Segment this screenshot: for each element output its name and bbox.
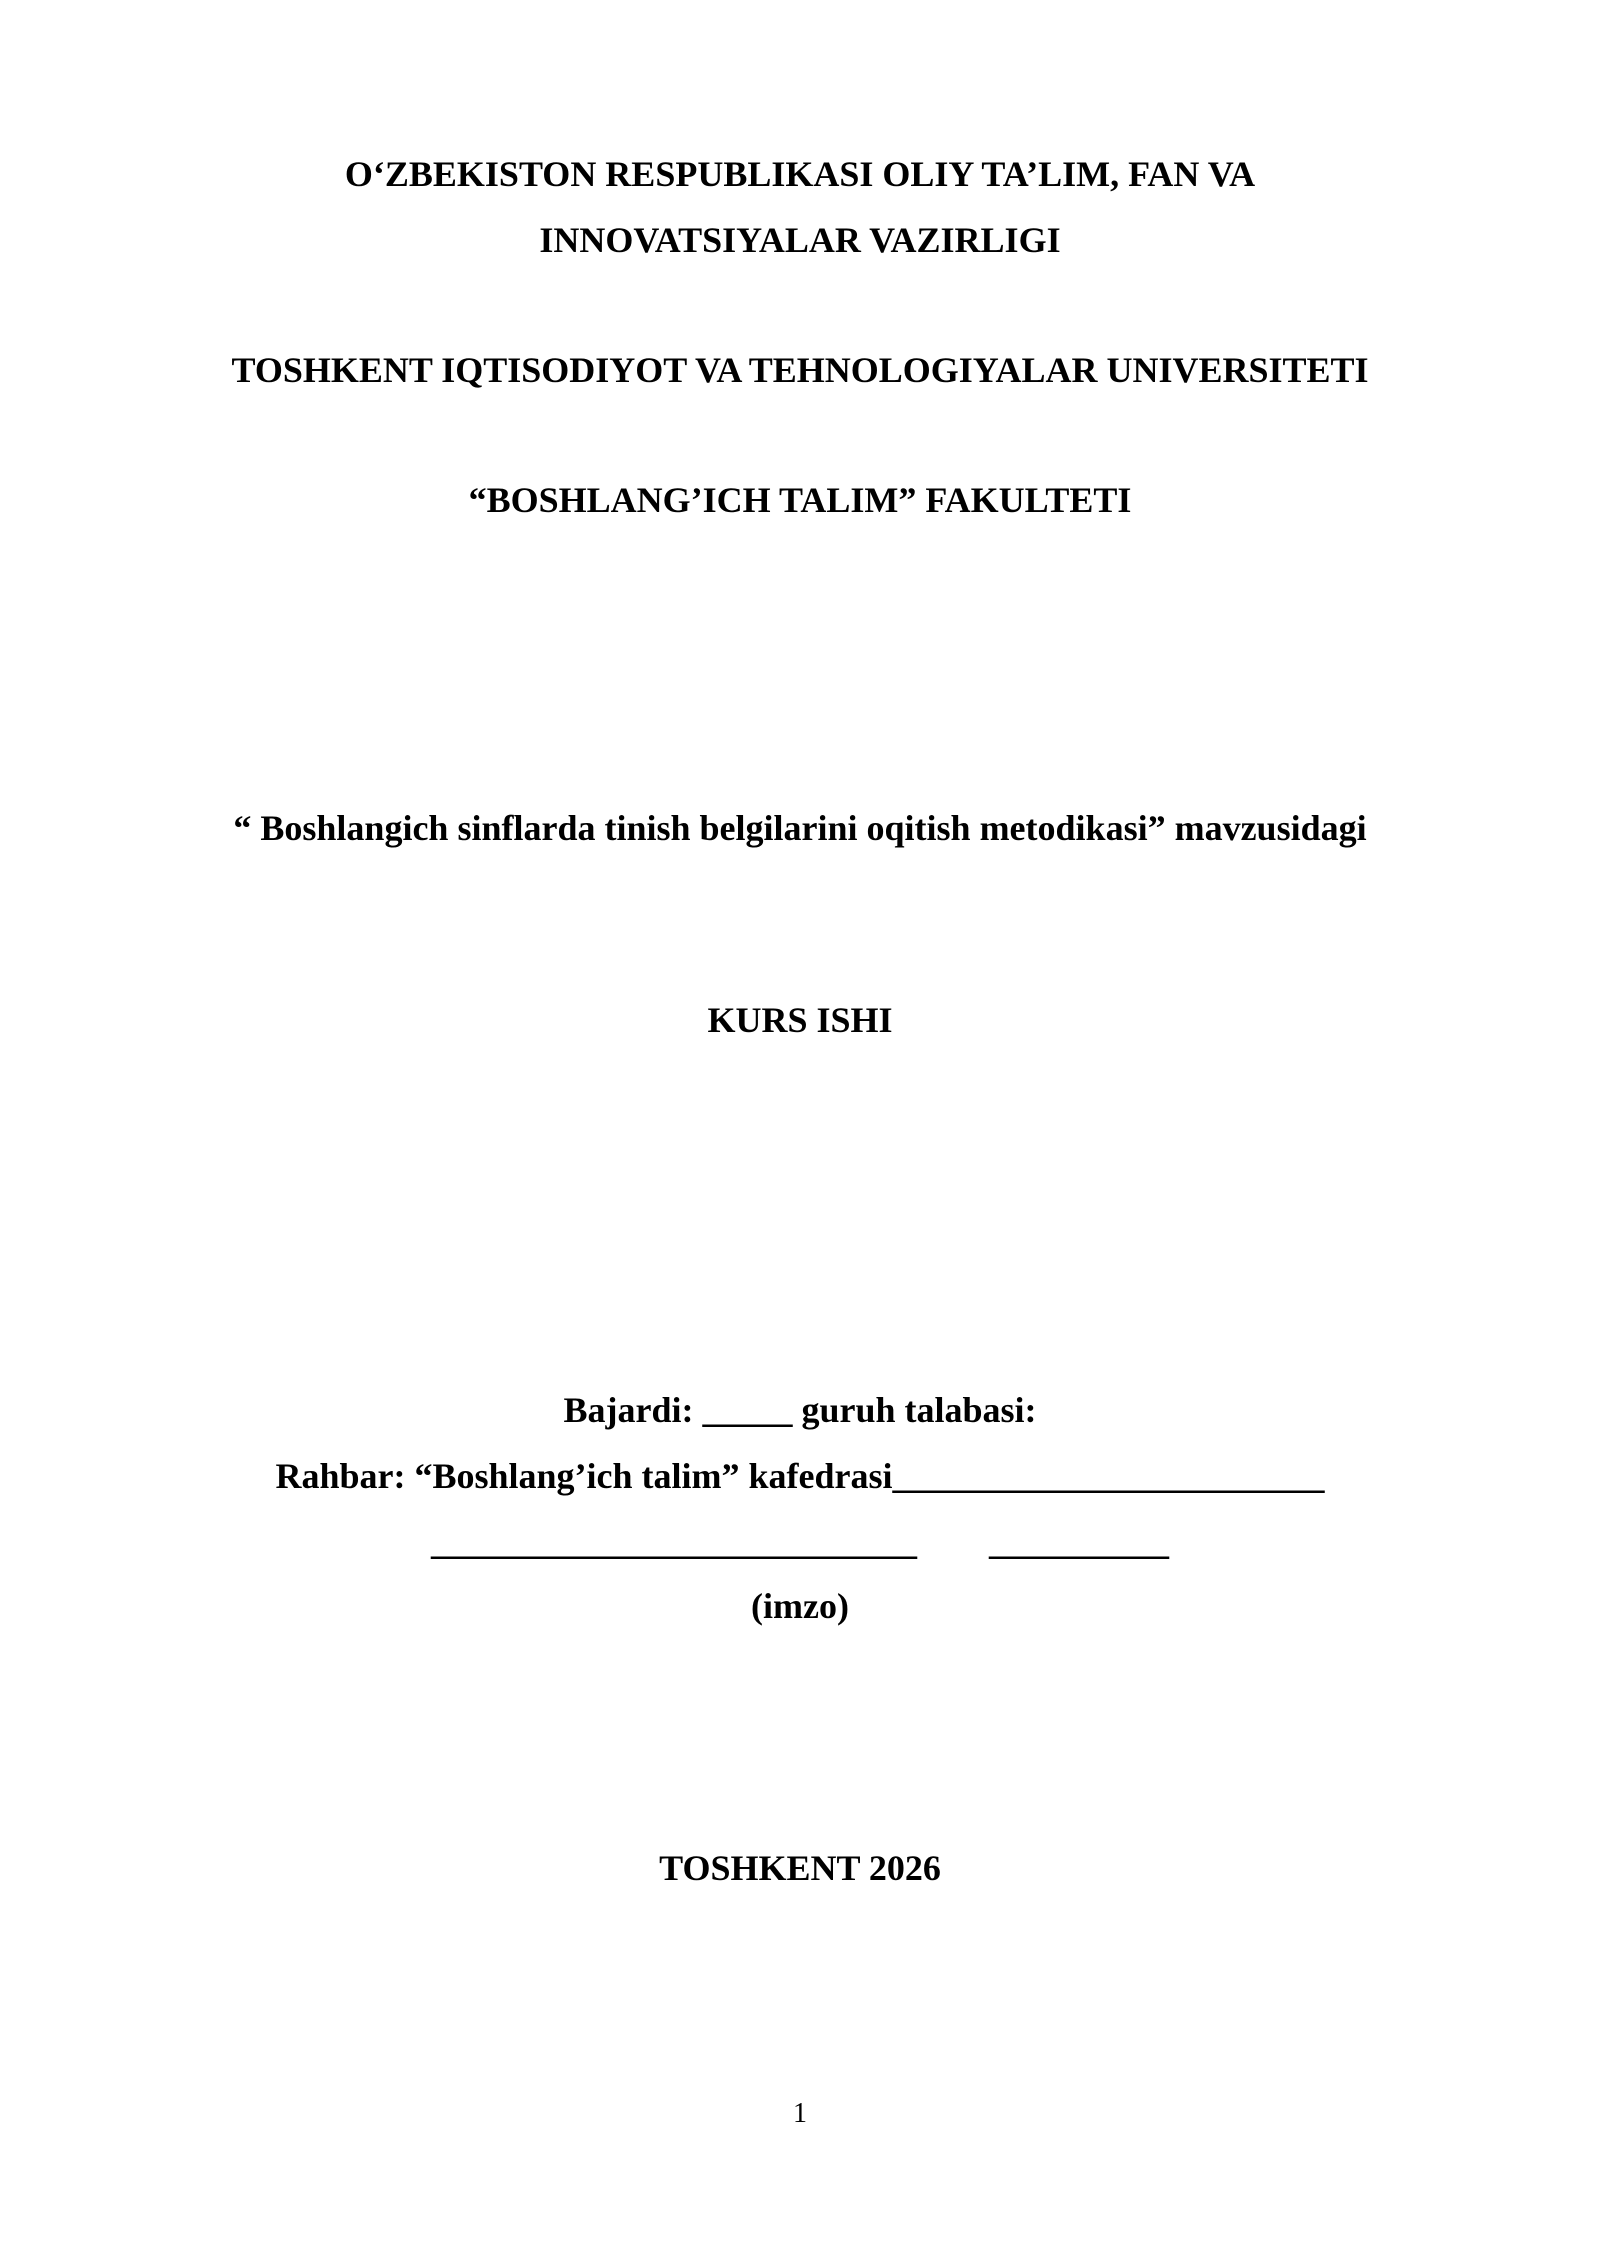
university-name: TOSHKENT IQTISODIYOT VA TEHNOLOGIYALAR UNIVERSITETI	[231, 350, 1369, 390]
faculty-name: “BOSHLANG’ICH TALIM” FAKULTETI	[468, 480, 1132, 520]
supervisor-line: Rahbar: “Boshlang’ich talim” kafedrasi________________________	[275, 1456, 1325, 1496]
signature-blank-lines: ___________________________ __________	[431, 1522, 1169, 1562]
document-type: KURS ISHI	[707, 1000, 893, 1040]
ministry-title-line-2: INNOVATSIYALAR VAZIRLIGI	[539, 220, 1061, 260]
work-topic: “ Boshlangich sinflarda tinish belgilarini oqitish metodikasi” mavzusidagi	[233, 808, 1367, 848]
performer-line: Bajardi: _____ guruh talabasi:	[563, 1390, 1037, 1430]
page-number: 1	[793, 2098, 807, 2129]
ministry-title-line-1: O‘ZBEKISTON RESPUBLIKASI OLIY TA’LIM, FAN VA	[344, 154, 1256, 194]
city-year: TOSHKENT 2026	[659, 1848, 941, 1888]
signature-caption: (imzo)	[751, 1586, 849, 1626]
